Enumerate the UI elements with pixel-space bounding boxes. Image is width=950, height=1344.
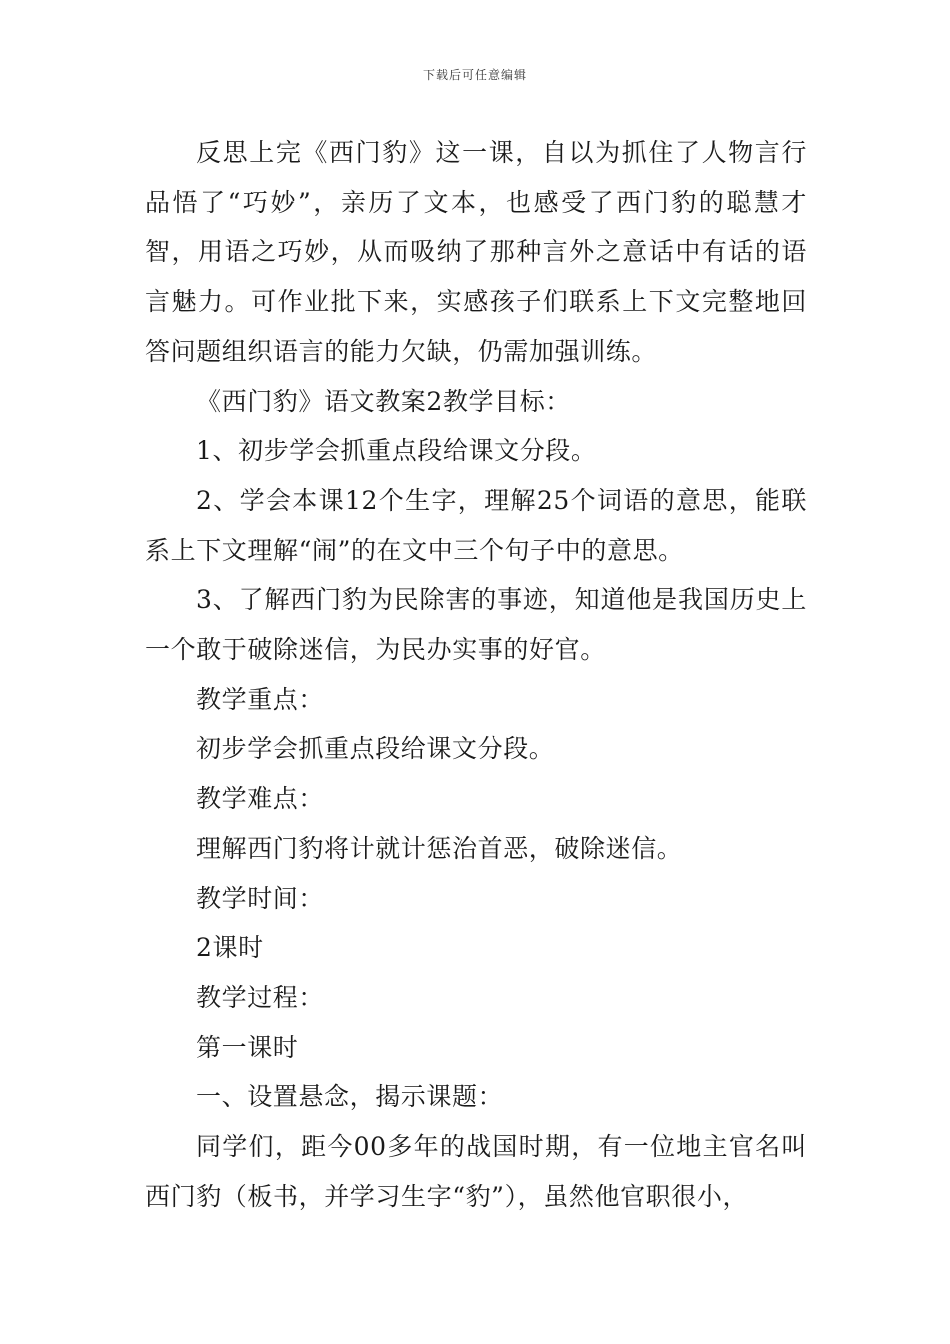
heading-key-points: 教学重点： bbox=[196, 684, 325, 714]
paragraph-difficulties: 理解西门豹将计就计惩治首恶，破除迷信。 bbox=[196, 833, 683, 863]
heading-first-lesson: 第一课时 bbox=[196, 1032, 299, 1062]
paragraph-key-points: 初步学会抓重点段给课文分段。 bbox=[196, 734, 555, 764]
heading-difficulties: 教学难点： bbox=[196, 784, 325, 814]
paragraph-intro: 同学们，距今00多年的战国时期，有一位地主官名叫西门豹（板书，并学习生字“豹”），虽然他官职很小， bbox=[145, 1132, 807, 1211]
page-header: 下载后可任意编辑 bbox=[422, 68, 527, 82]
paragraph-time: 2课时 bbox=[196, 933, 264, 963]
paragraph-goal-2: 2、学会本课12个生字，理解25个词语的意思，能联系上下文理解“闹”的在文中三个句子中的意思。 bbox=[145, 485, 807, 565]
heading-step-1: 一、设置悬念，揭示课题： bbox=[196, 1082, 504, 1112]
paragraph-goal-1: 1、初步学会抓重点段给课文分段。 bbox=[196, 436, 597, 466]
paragraph-lesson-title: 《西门豹》语文教案2教学目标： bbox=[196, 386, 571, 416]
paragraph-reflection: 反思上完《西门豹》这一课，自以为抓住了人物言行品悟了“巧妙”，亲历了文本，也感受了西门豹的聪慧才智，用语之巧妙，从而吸纳了那种言外之意话中有话的语言魅力。可作业批下来，实感孩子们联系上下文完整地回答问题组织语言的能力欠缺，仍需加强训练。 bbox=[145, 138, 807, 366]
heading-time: 教学时间： bbox=[196, 883, 325, 913]
document-body bbox=[145, 128, 807, 1221]
heading-process: 教学过程： bbox=[196, 982, 325, 1012]
paragraph-goal-3: 3、了解西门豹为民除害的事迹，知道他是我国历史上一个敢于破除迷信，为民办实事的好官。 bbox=[145, 585, 807, 665]
